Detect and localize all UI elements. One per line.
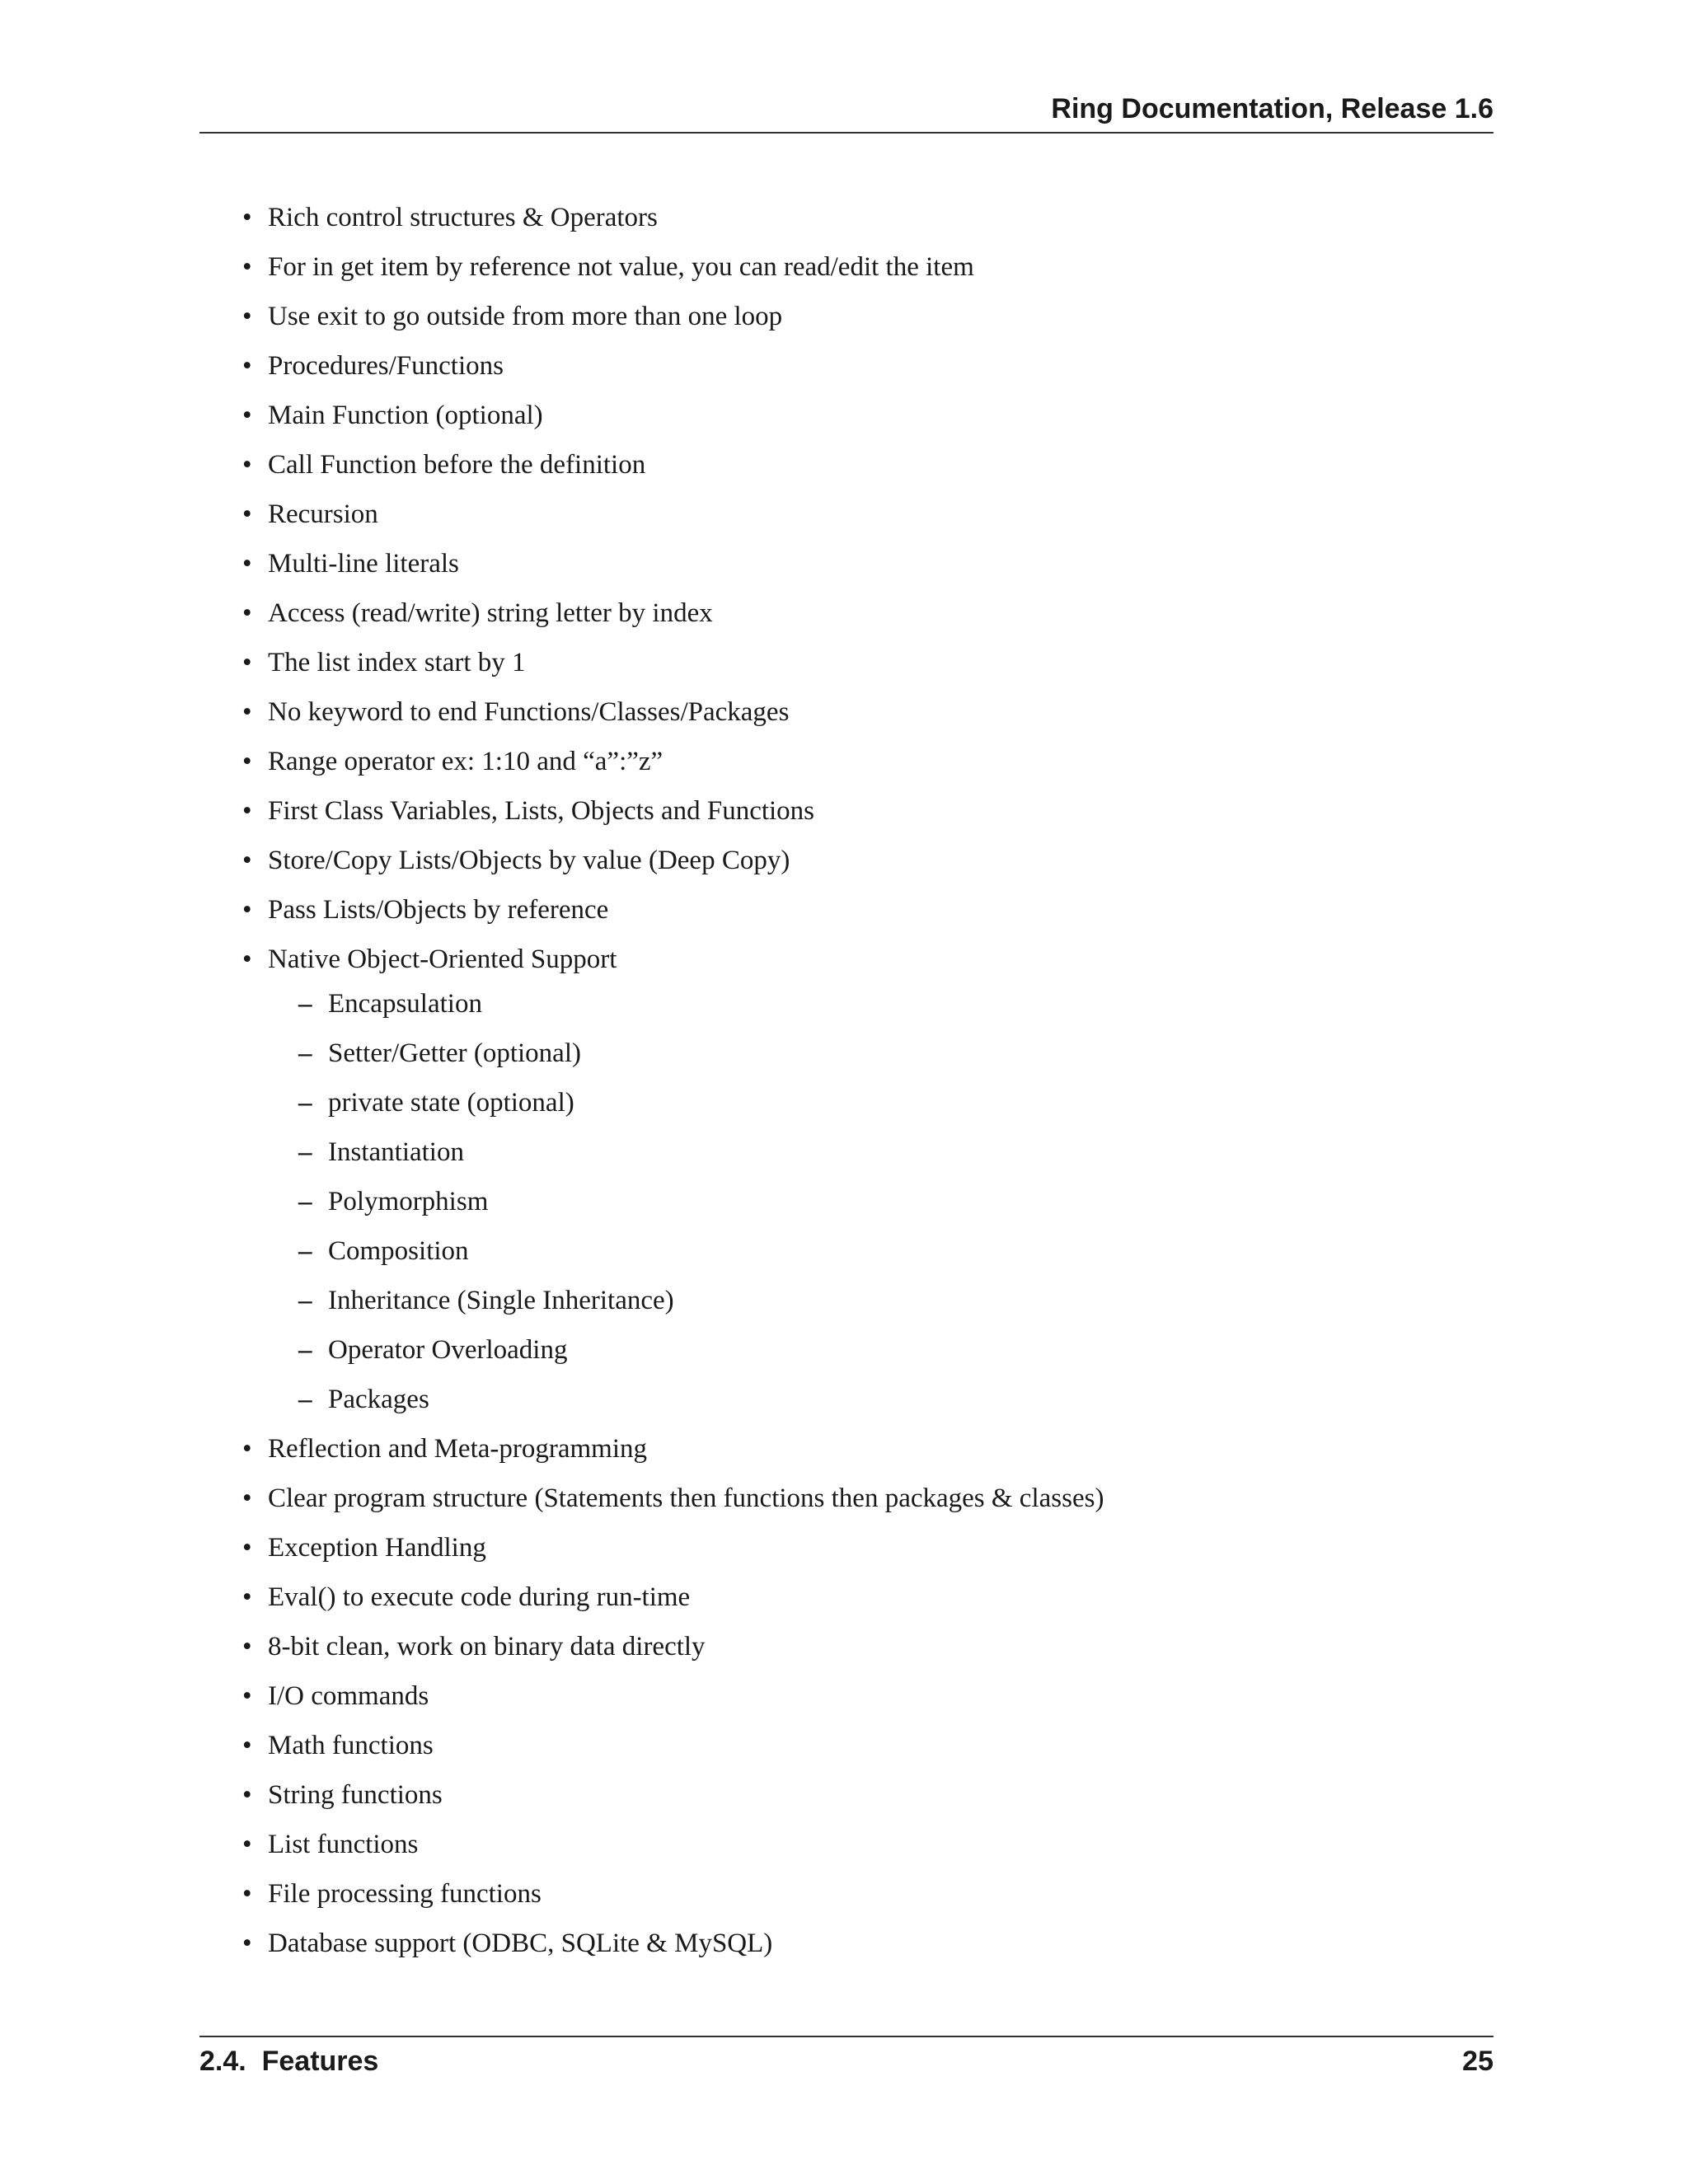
feature-item [199,1526,1493,1575]
feature-item [199,937,1493,1427]
feature-item [199,1822,1493,1872]
feature-item-text: Database support (ODBC, SQLite & MySQL) [268,1929,773,1958]
feature-item [199,1872,1493,1921]
feature-item [199,1723,1493,1773]
feature-item [199,1427,1493,1476]
feature-item-text: First Class Variables, Lists, Objects and Functions [268,796,815,826]
feature-item-text: Procedures/Functions [268,351,504,381]
section-title: 2.4. Features [199,2046,379,2077]
feature-item [199,195,1493,245]
feature-item-text: The list index start by 1 [268,648,526,677]
feature-subitem: – Setter/Getter (optional) [199,1031,1493,1080]
feature-subitem: – Composition [199,1229,1493,1278]
feature-item [199,541,1493,591]
feature-item-text: Call Function before the definition [268,450,646,480]
feature-item-text: 8-bit clean, work on binary data directly [268,1632,706,1661]
feature-item [199,640,1493,690]
feature-item [199,888,1493,937]
feature-item [199,1624,1493,1674]
feature-item-text: String functions [268,1780,443,1810]
feature-item-text: For in get item by reference not value, you can read/edit the item [268,252,974,282]
feature-item [199,739,1493,789]
feature-item-text: Native Object-Oriented Support [268,944,617,974]
feature-item-text: Math functions [268,1731,434,1760]
feature-item-text: Store/Copy Lists/Objects by value (Deep Copy) [268,846,790,875]
feature-item [199,443,1493,492]
feature-item-text: Rich control structures & Operators [268,203,658,232]
feature-item [199,789,1493,838]
page-footer [199,2036,1493,2077]
feature-subitem: – Encapsulation [199,982,1493,1031]
feature-item-text: Access (read/write) string letter by index [268,598,713,628]
feature-item [199,492,1493,541]
feature-item-text: List functions [268,1830,419,1859]
feature-item-text: Main Function (optional) [268,401,543,430]
feature-item [199,1773,1493,1822]
page-header [199,89,1493,134]
feature-item [199,344,1493,393]
feature-subitem: – Polymorphism [199,1179,1493,1229]
feature-item-text: Use exit to go outside from more than one loop [268,302,783,331]
document-title: Ring Documentation, Release 1.6 [1051,93,1493,124]
feature-subitem: – Inheritance (Single Inheritance) [199,1278,1493,1328]
feature-item-text: Exception Handling [268,1533,486,1563]
feature-subitem: – Packages [199,1377,1493,1427]
feature-sublist [199,982,1493,1427]
feature-item-text: I/O commands [268,1681,429,1711]
feature-item [199,393,1493,443]
feature-item-text: File processing functions [268,1879,542,1909]
feature-item [199,245,1493,294]
feature-item [199,294,1493,344]
feature-subitem: – Operator Overloading [199,1328,1493,1377]
feature-item-text: Range operator ex: 1:10 and “a”:”z” [268,747,663,776]
feature-item [199,1921,1493,1971]
feature-subitem: – private state (optional) [199,1080,1493,1130]
feature-subitem: – Instantiation [199,1130,1493,1179]
page-number: 25 [1462,2046,1493,2077]
feature-item-text: No keyword to end Functions/Classes/Packages [268,697,790,727]
feature-item-text: Eval() to execute code during run-time [268,1582,691,1612]
feature-item-text: Reflection and Meta-programming [268,1434,648,1464]
feature-item [199,690,1493,739]
feature-item [199,591,1493,640]
features-content [199,195,1493,1971]
feature-item [199,1674,1493,1723]
feature-item-text: Multi-line literals [268,549,459,579]
feature-item [199,1575,1493,1624]
feature-item-text: Recursion [268,499,378,529]
feature-item-text: Pass Lists/Objects by reference [268,895,609,925]
feature-item-text: Clear program structure (Statements then functions then packages & classes) [268,1483,1104,1513]
feature-item [199,838,1493,888]
feature-item [199,1476,1493,1526]
feature-list [199,195,1493,1971]
